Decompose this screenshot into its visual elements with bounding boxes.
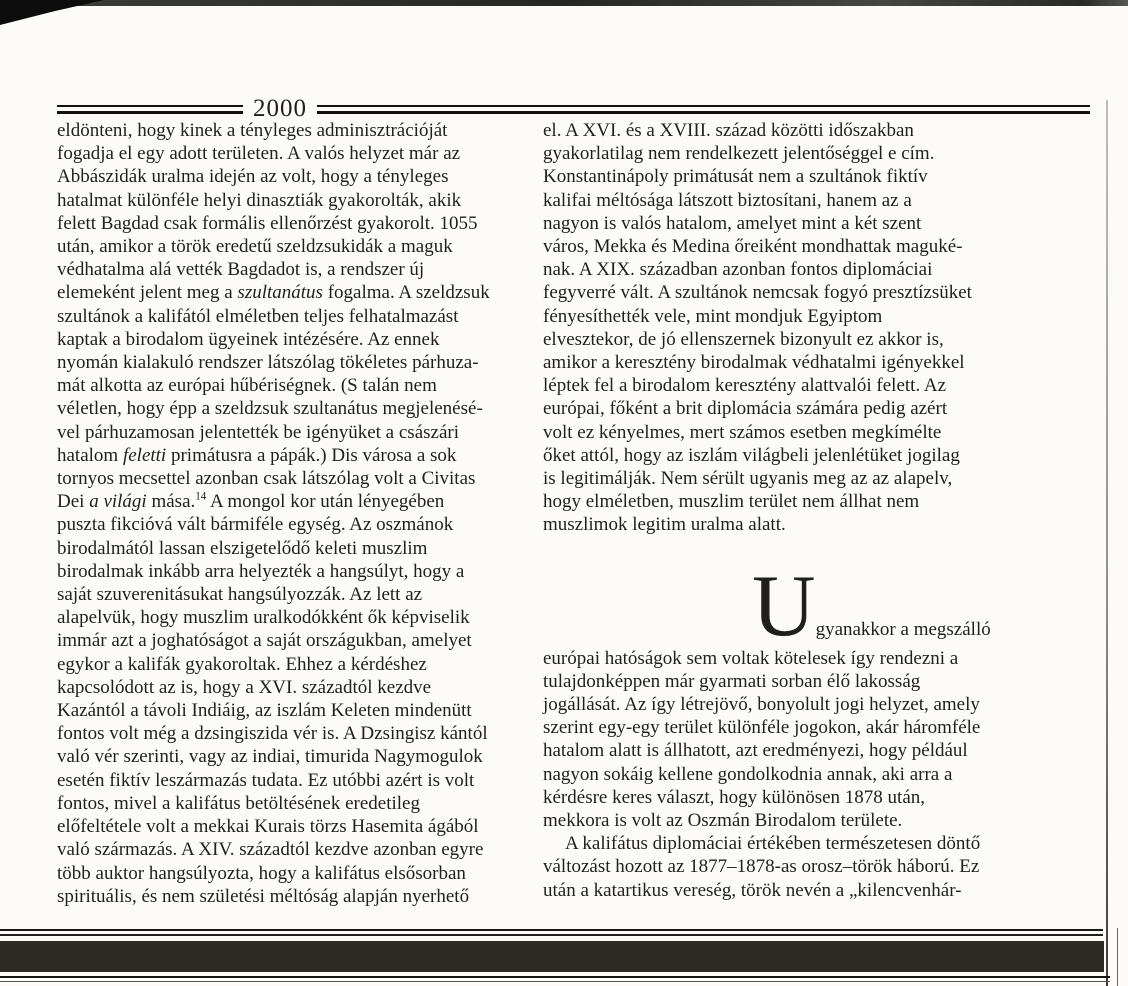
text-line: kapcsolódott az is, hogy a XVI. századtól kezdve xyxy=(57,676,432,698)
text-line: immár azt a joghatóságot a saját országukban, amelyet xyxy=(57,630,472,652)
text-line: hatalom feletti primátusra a pápák.) Dis városa a sok xyxy=(57,444,457,466)
text-line: fényesíthették vele, mint mondjuk Egyiptom xyxy=(543,305,883,327)
header-rule-left xyxy=(57,105,243,114)
text-line: muszlimok legitim uralma alatt. xyxy=(543,514,786,536)
bottom-rule-1 xyxy=(0,929,1103,931)
text-line: birodalmak inkább arra helyezték a hangsúlyt, hogy a xyxy=(57,560,465,582)
text-line: hogy elméletben, muszlim terület nem állhat nem xyxy=(543,491,920,513)
text-line: nagyon is valós hatalom, amelyet mint a két szent xyxy=(543,212,922,234)
text-line: több auktor hangsúlyozta, hogy a kalifátus elsősorban xyxy=(57,862,466,884)
text-line: is legitimálják. Nem sérült ugyanis meg az az alapelv, xyxy=(543,468,953,490)
text-line: szerint egy-egy terület különféle jogokon, akár háromféle xyxy=(543,717,981,739)
text-line: hatalom alatt is állhatott, azt eredményezi, hogy például xyxy=(543,740,968,762)
text-line: el. A XVI. és a XVIII. század közötti időszakban xyxy=(543,120,914,141)
text-line: után a katartikus vereség, török nevén a „kilencvenhár- xyxy=(543,879,962,901)
text-line: való vér szerinti, vagy az indiai, timurida Nagymogulok xyxy=(57,746,483,768)
text-line: európai, főként a brit diplomácia számára pedig azért xyxy=(543,398,948,420)
text-line: elvesztekor, de jó ellenszernek bizonyult ez akkor is, xyxy=(543,328,944,350)
right-paragraph-2 xyxy=(543,647,1048,833)
text-line: őket attól, hogy az iszlám világbeli jelenlétüket jogilag xyxy=(543,444,960,466)
text-line: saját szuverenitásukat hangsúlyozzák. Az lett az xyxy=(57,584,423,606)
text-line: fegyverré vált. A szultánok nemcsak fogyó presztízsüket xyxy=(543,282,972,304)
header-rule-right xyxy=(317,105,1090,114)
text-line: kérdésre keres választ, hogy különösen 1878 után, xyxy=(543,786,926,808)
text-line: védhatalma alá vették Bagdadot is, a rendszer új xyxy=(57,259,425,281)
text-line: város, Mekka és Medina őreiként mondhattak maguké- xyxy=(543,236,963,258)
text-line: véletlen, hogy épp a szeldzsuk szultanátus megjelenésé- xyxy=(57,398,483,420)
text-line: tulajdonképpen már gyarmati sorban élő lakosság xyxy=(543,670,921,692)
text-line: egykor a kalifák gyakoroltak. Ehhez a kérdéshez xyxy=(57,653,427,675)
text-line: után, amikor a török eredetű szeldzsukidák a maguk xyxy=(57,236,453,258)
text-line: nyomán kialakuló rendszer látszólag tökéletes párhuza- xyxy=(57,352,479,374)
dropcap-letter: U xyxy=(752,557,816,655)
bottom-rule-3 xyxy=(0,976,1110,978)
text-line: jogállását. Az így létrejövő, bonyolult jogi helyzet, amely xyxy=(543,694,980,716)
text-line: fontos, mivel a kalifátus betöltésének eredetileg xyxy=(57,792,420,814)
text-line: alapelvük, hogy muszlim uralkodókként ők képviselik xyxy=(57,607,470,629)
text-line: gyakorlatilag nem rendelkezett jelentőséggel e cím. xyxy=(543,143,935,165)
bottom-rule-2 xyxy=(0,934,1103,936)
text-line: kaptak a birodalom ügyeinek intézésére. Az ennek xyxy=(57,328,440,350)
text-line: Kazántól a távoli Indiáig, az iszlám Keleten mindenütt xyxy=(57,700,472,722)
text-line: hatalmat különféle helyi dinasztiák gyakorolták, akik xyxy=(57,189,462,211)
text-line: fontos volt még a dzsingiszida vér is. A Dzsingisz kántól xyxy=(57,723,488,745)
text-line: való származás. A XIV. századtól kezdve azonban egyre xyxy=(57,839,484,861)
text-line: változást hozott az 1877–1878-as orosz–török háború. Ez xyxy=(543,856,980,878)
text-line: puszta fikcióvá vált bármiféle egység. Az oszmánok xyxy=(57,514,454,536)
text-line: elemeként jelent meg a szultanátus fogalma. A szeldzsuk xyxy=(57,282,490,304)
text-line: mekkora is volt az Oszmán Birodalom területe. xyxy=(543,810,903,832)
text-line: léptek fel a birodalom keresztény alattvalói felett. Az xyxy=(543,375,947,397)
text-line: felett Bagdad csak formális ellenőrzést gyakorolt. 1055 xyxy=(57,212,478,234)
text-line: kalifai méltósága látszott biztosítani, hanem az a xyxy=(543,189,912,211)
scan-top-band-artifact xyxy=(0,0,1128,6)
text-line: nagyon sokáig kellene gondolkodnia annak, aki arra a xyxy=(543,763,953,785)
text-line: spirituális, és nem születési méltóság alapján nyerhető xyxy=(57,885,470,907)
text-line: amikor a keresztény birodalmak védhatalmi igényekkel xyxy=(543,352,965,374)
text-line: vel párhuzamosan jelentették be igényüket a császári xyxy=(57,421,459,443)
journal-title: 2000 xyxy=(253,94,307,122)
text-line: tornyos mecsettel azonban csak látszólag volt a Civitas xyxy=(57,468,476,490)
text-line: birodalmától lassan elszigetelődő keleti muszlim xyxy=(57,537,428,559)
bottom-rule-4 xyxy=(0,981,1110,982)
right-column xyxy=(543,119,1048,902)
text-line: Abbászidák uralma idején az volt, hogy a tényleges xyxy=(57,166,449,188)
text-line: szultánok a kalifától elméletben teljes felhatalmazást xyxy=(57,305,459,327)
text-line: Konstantinápoly primátusát nem a szultánok fiktív xyxy=(543,166,928,188)
text-line: eldönteni, hogy kinek a tényleges adminisztrációját xyxy=(57,120,448,141)
section-opening-line xyxy=(752,557,1048,655)
page-edge-line2-artifact xyxy=(1117,928,1118,986)
right-paragraph-3 xyxy=(543,832,1048,902)
dropcap-following-text: gyanakkor a megszálló xyxy=(815,618,991,640)
left-column xyxy=(57,119,535,908)
text-line: esetén fiktív leszármazás tudata. Ez utóbbi azért is volt xyxy=(57,769,475,791)
bottom-black-bar xyxy=(0,941,1104,972)
text-line: A kalifátus diplomáciai értékében természetesen döntő xyxy=(565,833,981,855)
text-line: Dei a világi mása.$^{14}$ A mongol kor után lényegében xyxy=(57,490,445,513)
text-line: mát alkotta az európai hűbériségnek. (S talán nem xyxy=(57,375,437,397)
text-line: európai hatóságok sem voltak kötelesek így rendezni a xyxy=(543,647,959,669)
right-paragraph-1 xyxy=(543,119,1048,537)
text-line: volt ez kényelmes, mert számos esetben megkímélte xyxy=(543,421,942,443)
text-line: előfeltétele volt a mekkai Kurais törzs Hasemita ágából xyxy=(57,816,479,838)
text-line: nak. A XIX. században azonban fontos diplomáciai xyxy=(543,259,933,281)
page-edge-line-artifact xyxy=(1106,100,1108,986)
text-line: fogadja el egy adott területen. A valós helyzet már az xyxy=(57,143,461,165)
